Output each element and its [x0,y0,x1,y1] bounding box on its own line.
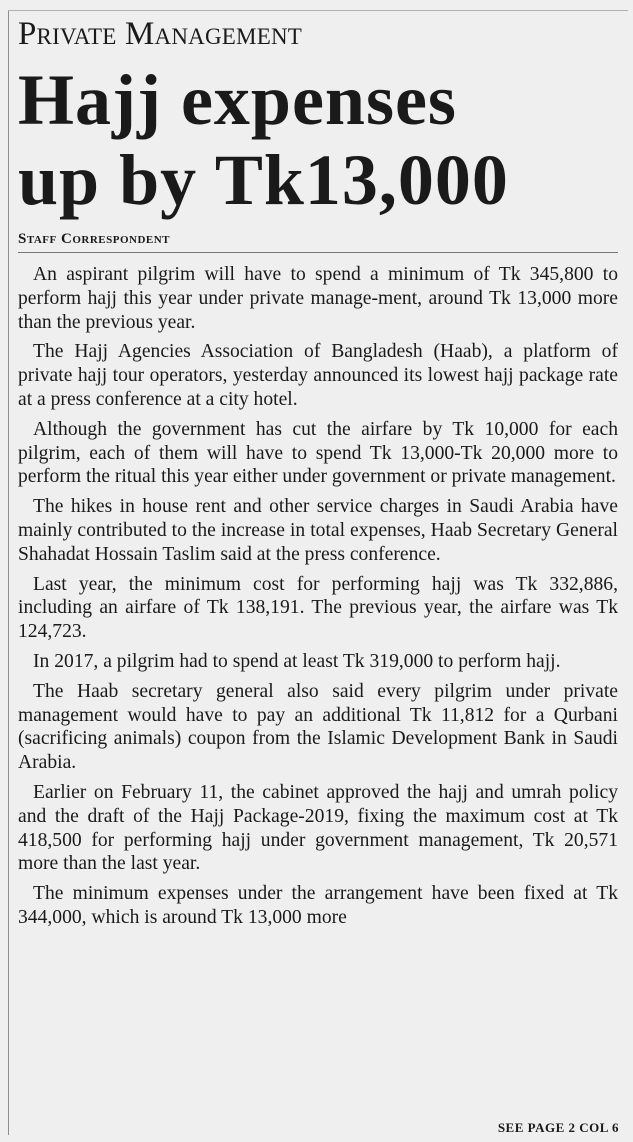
article-kicker: Private Management [18,16,302,52]
body-paragraph: The Haab secretary general also said every pilgrim under private management would have to pay an additional Tk 11,812 for a Qurbani (sacrificing animals) coupon from the Islamic Development Bank in Saudi Arabia. [18,680,618,774]
column-rule-top [8,10,628,11]
column-rule-left [8,10,9,1135]
article-body [18,263,618,930]
article [18,14,618,936]
byline-divider [18,252,618,253]
body-paragraph: Earlier on February 11, the cabinet approved the hajj and umrah policy and the draft of the Hajj Package-2019, fixing the maximum cost at Tk 418,500 for performing hajj under government management, Tk 20,571 more than the last year. [18,781,618,875]
article-headline [18,60,618,220]
body-paragraph: The Hajj Agencies Association of Bangladesh (Haab), a platform of private hajj tour operators, yesterday announced its lowest hajj package rate at a press conference at a city hotel. [18,341,618,410]
body-paragraph: The hikes in house rent and other service charges in Saudi Arabia have mainly contributed to the increase in total expenses, Haab Secretary General Shahadat Hossain Taslim said at the press conference. [18,496,618,565]
body-paragraph: The minimum expenses under the arrangement have been fixed at Tk 344,000, which is around Tk 13,000 more [18,883,618,928]
headline-line-2: up by Tk13,000 [18,140,509,220]
article-byline: Staff Correspondent [18,231,171,247]
headline-line-1: Hajj expenses [18,60,457,140]
body-paragraph: In 2017, a pilgrim had to spend at least Tk 319,000 to perform hajj. [33,650,561,672]
continuation-jump-line: SEE PAGE 2 COL 6 [497,1120,619,1135]
body-paragraph: Last year, the minimum cost for performing hajj was Tk 332,886, including an airfare of Tk 138,191. The previous year, the airfare was Tk 124,723. [18,573,618,643]
body-paragraph: Although the government has cut the airfare by Tk 10,000 for each pilgrim, each of them will have to spend Tk 13,000-Tk 20,000 more to perform the ritual this year either under government or private management. [18,418,618,488]
body-paragraph: An aspirant pilgrim will have to spend a minimum of Tk 345,800 to perform hajj this year under private manage-ment, around Tk 13,000 more than the previous year. [18,264,618,333]
